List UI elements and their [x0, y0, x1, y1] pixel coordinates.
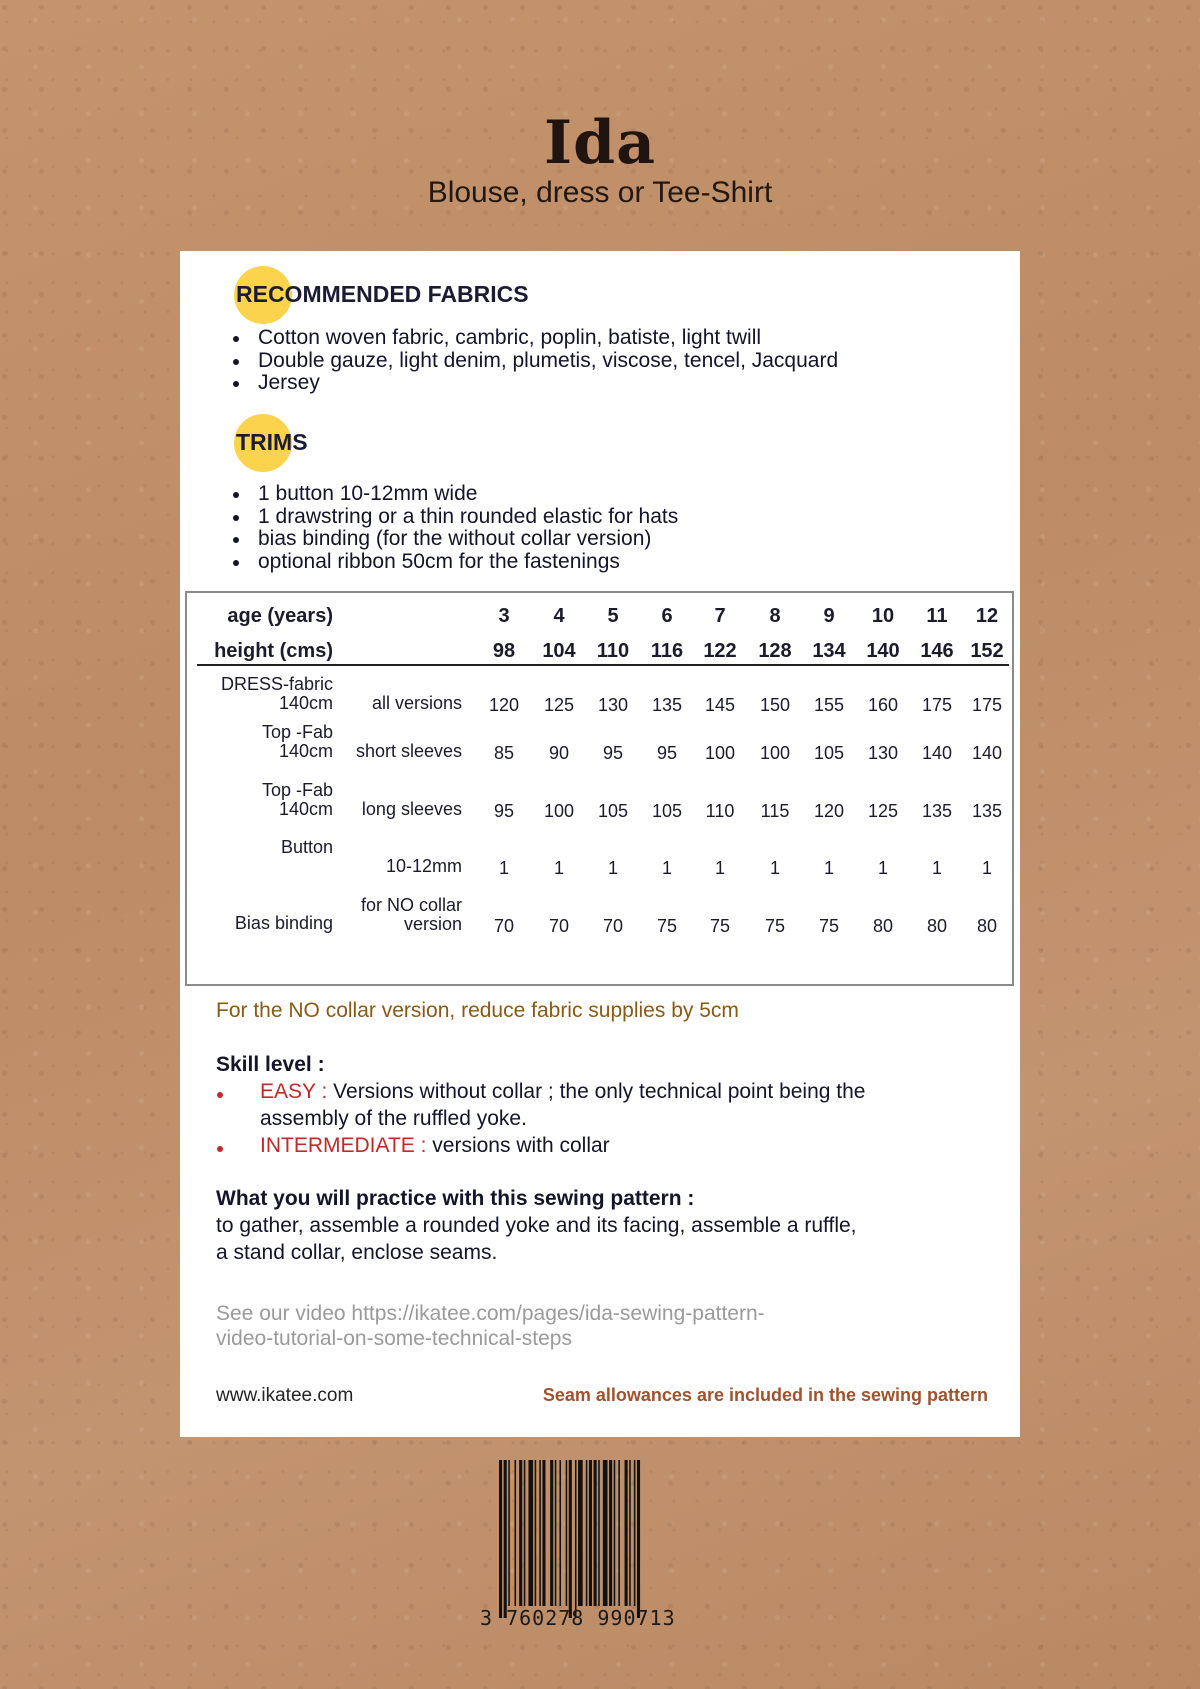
barcode-bar — [539, 1460, 541, 1606]
table-cell: 135 — [921, 801, 953, 821]
age-header: 11 — [926, 605, 948, 627]
table-cell: 70 — [602, 916, 624, 936]
height-header: 116 — [650, 640, 684, 662]
barcode-bar — [559, 1460, 561, 1606]
table-cell: 1 — [823, 858, 834, 878]
height-header: 98 — [492, 640, 516, 662]
table-cell: 175 — [921, 695, 953, 715]
barcode-bar — [578, 1460, 583, 1606]
barcode-bar — [499, 1460, 502, 1618]
website-link[interactable]: www.ikatee.com — [216, 1385, 354, 1406]
age-header: 4 — [553, 605, 565, 627]
table-cell: 145 — [704, 695, 736, 715]
skill-easy — [260, 1078, 865, 1132]
skill-intermediate-label: INTERMEDIATE : — [260, 1134, 427, 1157]
height-header: 128 — [758, 640, 792, 662]
barcode-bar — [535, 1460, 537, 1606]
trims-heading-text: TRIMS — [236, 429, 308, 455]
barcode-bar — [508, 1460, 510, 1606]
table-cell: 95 — [493, 801, 515, 821]
table-cell: 75 — [764, 916, 786, 936]
barcode-bar — [550, 1460, 553, 1606]
table-cell: 135 — [651, 695, 683, 715]
table-cell: 125 — [543, 695, 575, 715]
barcode-bar — [515, 1460, 517, 1606]
table-cell: 1 — [769, 858, 780, 878]
barcode-bar — [586, 1460, 588, 1606]
age-header: 10 — [871, 605, 895, 627]
practice-heading: What you will practice with this sewing pattern : — [216, 1187, 695, 1210]
skill-intermediate-text: versions with collar — [426, 1134, 610, 1157]
barcode-bar — [603, 1460, 608, 1606]
skill-easy-label: EASY : — [260, 1080, 328, 1103]
table-cell: 120 — [488, 695, 520, 715]
skill-easy-text-2: assembly of the ruffled yoke. — [260, 1107, 527, 1130]
barcode-bar — [598, 1460, 600, 1606]
table-cell: 160 — [867, 695, 899, 715]
table-cell: 100 — [704, 743, 736, 763]
table-cell: 1 — [981, 858, 992, 878]
barcode-bar — [566, 1460, 568, 1606]
row-sublabel: short sleeves — [355, 741, 462, 761]
table-cell: 115 — [760, 801, 790, 821]
row-label: Button — [280, 837, 333, 857]
list-item: Jersey — [258, 372, 838, 395]
barcode-bar — [589, 1460, 592, 1606]
barcode-bar — [609, 1460, 612, 1606]
table-cell: 90 — [548, 743, 570, 763]
header-divider — [197, 664, 1009, 666]
height-header: 134 — [812, 640, 846, 662]
barcode-bar — [637, 1460, 640, 1618]
table-cell: 1 — [498, 858, 509, 878]
fabrics-list — [258, 327, 838, 395]
barcode-bar — [569, 1460, 572, 1618]
fabrics-heading — [236, 281, 529, 308]
barcode-bar — [575, 1460, 577, 1618]
table-cell: 135 — [971, 801, 1003, 821]
skill-easy-text: Versions without collar ; the only technical point being the — [327, 1080, 866, 1103]
table-cell: 70 — [493, 916, 515, 936]
table-cell: 140 — [921, 743, 953, 763]
height-header: 152 — [970, 640, 1004, 662]
table-cell: 140 — [971, 743, 1003, 763]
row-label: Top -Fab 140cm — [261, 780, 333, 819]
pattern-title: Ida — [544, 108, 656, 178]
list-item: Cotton woven fabric, cambric, poplin, batiste, light twill — [258, 327, 838, 350]
seam-allowance-note: Seam allowances are included in the sewing pattern — [542, 1385, 988, 1405]
table-cell: 95 — [656, 743, 678, 763]
table-cell: 1 — [931, 858, 942, 878]
practice-line: a stand collar, enclose seams. — [216, 1241, 498, 1264]
trims-list — [258, 483, 678, 573]
list-item: 1 drawstring or a thin rounded elastic for hats — [258, 504, 679, 528]
age-header: 9 — [823, 605, 835, 627]
table-cell: 105 — [597, 801, 629, 821]
row-label: DRESS-fabric 140cm — [220, 674, 333, 713]
list-item: 1 button 10-12mm wide — [258, 483, 678, 506]
table-cell: 175 — [971, 695, 1003, 715]
row-sublabel: all versions — [371, 693, 462, 713]
table-cell: 1 — [553, 858, 564, 878]
barcode-bar — [594, 1460, 597, 1606]
table-cell: 105 — [813, 743, 845, 763]
table-cell: 1 — [661, 858, 672, 878]
list-item: optional ribbon 50cm for the fastenings — [258, 551, 678, 574]
table-cell: 1 — [877, 858, 888, 878]
age-header: 6 — [661, 605, 673, 627]
table-cell: 105 — [651, 801, 683, 821]
video-line: video-tutorial-on-some-technical-steps — [216, 1327, 572, 1350]
table-cell: 80 — [976, 916, 998, 936]
row-sublabel: 10-12mm — [385, 856, 462, 876]
table-cell: 110 — [705, 801, 735, 821]
table-cell: 125 — [867, 801, 899, 821]
barcode-bar — [618, 1460, 620, 1606]
table-cell: 120 — [813, 801, 845, 821]
row-label: Top -Fab 140cm — [261, 722, 333, 761]
table-cell: 1 — [714, 858, 725, 878]
barcode-bar — [524, 1460, 526, 1606]
barcode-icon — [497, 1460, 701, 1618]
barcode-number: 3 760278 990713 — [480, 1606, 676, 1630]
table-cell: 100 — [543, 801, 575, 821]
practice-line: to gather, assemble a rounded yoke and its facing, assemble a ruffle, — [216, 1214, 857, 1237]
video-line: See our video https://ikatee.com/pages/ida-sewing-pattern- — [216, 1302, 765, 1325]
table-cell: 150 — [759, 695, 791, 715]
skill-intermediate — [260, 1132, 610, 1159]
info-card — [180, 251, 1020, 1437]
yardage-table — [185, 591, 1014, 986]
video-link[interactable] — [216, 1301, 856, 1351]
list-item: bias binding (for the without collar version) — [258, 528, 678, 551]
barcode-bar — [625, 1460, 628, 1606]
row-label: Bias binding — [234, 913, 333, 933]
age-label: age (years) — [227, 605, 333, 627]
row-sublabel: long sleeves — [361, 799, 462, 819]
no-collar-note: For the NO collar version, reduce fabric supplies by 5cm — [216, 999, 739, 1022]
height-header: 140 — [866, 640, 900, 662]
barcode-bar — [528, 1460, 533, 1606]
barcode-bar — [614, 1460, 616, 1606]
fabrics-heading-text: RECOMMENDED FABRICS — [236, 281, 529, 307]
list-item: Double gauze, light denim, plumetis, viscose, tencel, Jacquard — [258, 348, 839, 372]
barcode-bar — [542, 1460, 545, 1606]
height-header: 122 — [703, 640, 737, 662]
age-header: 5 — [607, 605, 619, 627]
barcode-bar — [555, 1460, 557, 1606]
height-header: 104 — [542, 640, 576, 662]
height-header: 110 — [596, 640, 630, 662]
age-header: 3 — [498, 605, 510, 627]
bullet-icon — [217, 1146, 223, 1152]
trims-heading — [236, 429, 308, 456]
height-label: height (cms) — [214, 640, 333, 662]
age-header: 8 — [769, 605, 781, 627]
barcode-bar — [634, 1460, 636, 1606]
table-cell: 1 — [607, 858, 618, 878]
table-cell: 130 — [597, 695, 629, 715]
table-cell: 155 — [813, 695, 845, 715]
table-cell: 95 — [602, 743, 624, 763]
barcode-bar — [519, 1460, 522, 1606]
table-cell: 75 — [709, 916, 731, 936]
table-cell: 80 — [872, 916, 894, 936]
age-header: 12 — [975, 605, 999, 627]
practice-text — [216, 1212, 916, 1266]
age-header: 7 — [714, 605, 726, 627]
table-cell: 80 — [926, 916, 948, 936]
table-cell: 75 — [656, 916, 678, 936]
pattern-subtitle: Blouse, dress or Tee-Shirt — [427, 176, 773, 209]
table-cell: 70 — [548, 916, 570, 936]
table-cell: 75 — [818, 916, 840, 936]
table-cell: 100 — [759, 743, 791, 763]
skill-level-heading: Skill level : — [216, 1053, 325, 1076]
table-cell: 130 — [867, 743, 899, 763]
bullet-icon — [217, 1092, 223, 1098]
table-cell: 85 — [493, 743, 515, 763]
barcode-bar — [629, 1460, 631, 1606]
row-sublabel: for NO collar version — [360, 895, 462, 934]
barcode-bar — [504, 1460, 507, 1618]
height-header: 146 — [920, 640, 954, 662]
